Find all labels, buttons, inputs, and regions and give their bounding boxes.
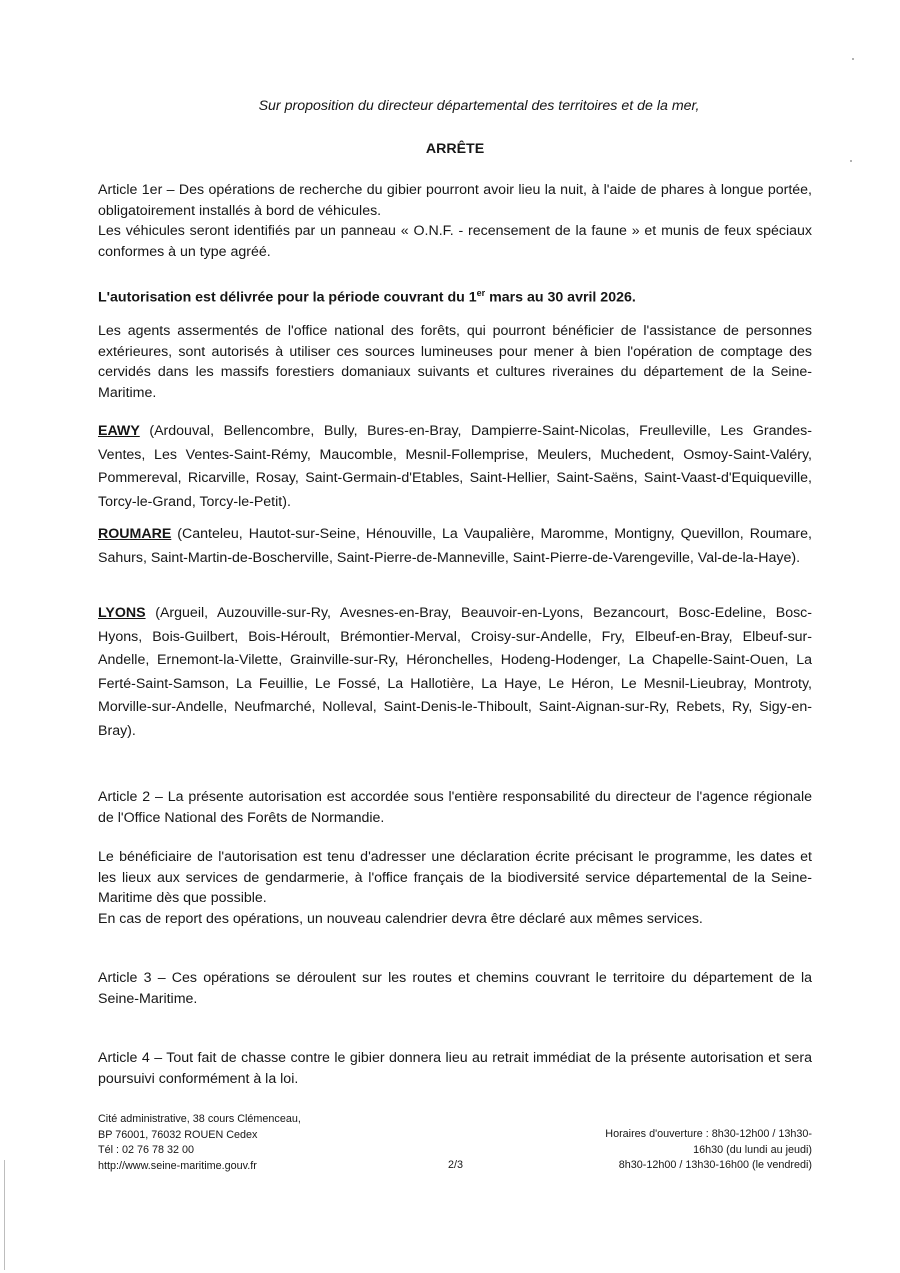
article-1-vehicles: Les véhicules seront identifiés par un panneau « O.N.F. - recensement de la faune » et munis de feux spéciaux conformes à un type agréé. [98, 223, 812, 260]
footer-phone: Tél : 02 76 78 32 00 [98, 1144, 195, 1156]
authorization-period-sup: er [476, 288, 486, 298]
footer-hours-line-3: 8h30-12h00 / 13h30-16h00 (le vendredi) [618, 1159, 812, 1171]
footer-hours-line-2: 16h30 (du lundi au jeudi) [693, 1143, 812, 1156]
article-2-report: En cas de report des opérations, un nouveau calendrier devra être déclaré aux mêmes services. [98, 910, 703, 927]
article-1-text: Article 1er – Des opérations de recherche du gibier pourront avoir lieu la nuit, à l'aide de phares à longue portée, obligatoirement installés à bord de véhicules. [98, 182, 812, 219]
authorization-period [98, 283, 812, 308]
article-1 [98, 180, 812, 262]
article-2: Article 2 – La présente autorisation est accordée sous l'entière responsabilité du directeur de l'agence régionale de l'Office National des Forêts de Normandie. [98, 789, 812, 826]
scan-speck [850, 160, 852, 162]
footer-website[interactable]: http://www.seine-maritime.gouv.fr [98, 1159, 257, 1172]
page-number: 2/3 [448, 1159, 464, 1171]
authorization-period-end: mars au 30 avril 2026. [485, 289, 636, 306]
proposition-line: Sur proposition du directeur départemental des territoires et de la mer, [258, 98, 700, 114]
article-4: Article 4 – Tout fait de chasse contre le gibier donnera lieu au retrait immédiat de la présente autorisation et sera poursuivi conformément à la loi. [98, 1050, 812, 1087]
forest-communes-eawy: (Ardouval, Bellencombre, Bully, Bures-en-Bray, Dampierre-Saint-Nicolas, Freulleville, Les Grandes-Ventes, Les Ventes-Saint-Rémy, Maucomble, Mesnil-Follemprise, Meulers, Muchedent, Osmoy-Saint-Valéry, Pommereval, Ricarville, Rosay, Saint-Germain-d'Etables, Saint-Hellier, Saint-Saëns, Saint-Vaast-d'Equiqueville, Torcy-le-Grand, Torcy-le-Petit). [98, 423, 812, 510]
agents-paragraph: Les agents assermentés de l'office national des forêts, qui pourront bénéficier de l'assistance de personnes extérieures, sont autorisés à utiliser ces sources lumineuses pour mener à bien l'opération de comptage des cervidés dans les massifs forestiers domaniaux suivants et cultures riveraines du département de la Seine-Maritime. [98, 323, 812, 401]
footer-hours-line-1: Horaires d'ouverture : 8h30-12h00 / 13h30- [605, 1128, 812, 1140]
forest-communes-lyons: (Argueil, Auzouville-sur-Ry, Avesnes-en-Bray, Beauvoir-en-Lyons, Bezancourt, Bosc-Edeline, Bosc-Hyons, Bois-Guilbert, Bois-Héroult, Brémontier-Merval, Croisy-sur-Andelle, Fry, Elbeuf-en-Bray, Elbeuf-sur-Andelle, Ernemont-la-Vilette, Grainville-sur-Ry, Héronchelles, Hodeng-Hodenger, La Chapelle-Saint-Ouen, La Ferté-Saint-Samson, La Feuillie, Le Fossé, La Hallotière, La Haye, Le Héron, Le Mesnil-Lieubray, Montroty, Morville-sur-Andelle, Neufmarché, Nolleval, Saint-Denis-le-Thiboult, Saint-Aignan-sur-Ry, Rebets, Ry, Sigy-en-Bray). [98, 605, 812, 739]
forest-name-lyons: LYONS [98, 605, 146, 621]
scan-speck [852, 58, 854, 60]
forest-roumare [98, 523, 812, 570]
decree-title: ARRÊTE [425, 141, 485, 157]
forest-name-eawy: EAWY [98, 423, 140, 439]
forest-communes-roumare: (Canteleu, Hautot-sur-Seine, Hénouville, La Vaupalière, Maromme, Montigny, Quevillon, Roumare, Sahurs, Saint-Martin-de-Boscherville, Saint-Pierre-de-Manneville, Saint-Pierre-de-Varengeville, Val-de-la-Haye). [98, 526, 812, 566]
footer-address [98, 1112, 398, 1174]
forest-lyons [98, 602, 812, 743]
footer-hours [552, 1127, 812, 1174]
forest-name-roumare: ROUMARE [98, 526, 172, 542]
forest-eawy [98, 420, 812, 514]
page-footer [98, 1112, 812, 1182]
article-2-declaration: Le bénéficiaire de l'autorisation est tenu d'adresser une déclaration écrite précisant le programme, les dates et les lieux aux services de gendarmerie, à l'office français de la biodiversité service départemental de la Seine-Maritime dès que possible. [98, 849, 812, 906]
footer-address-line-2: BP 76001, 76032 ROUEN Cedex [98, 1128, 258, 1141]
footer-address-line-1: Cité administrative, 38 cours Clémenceau, [98, 1113, 301, 1125]
article-2-declaration-block [98, 847, 812, 929]
authorization-period-start: L'autorisation est délivrée pour la période couvrant du 1 [98, 289, 477, 306]
article-3: Article 3 – Ces opérations se déroulent sur les routes et chemins couvrant le territoire du département de la Seine-Maritime. [98, 970, 812, 1007]
scan-edge-mark [4, 1160, 5, 1270]
